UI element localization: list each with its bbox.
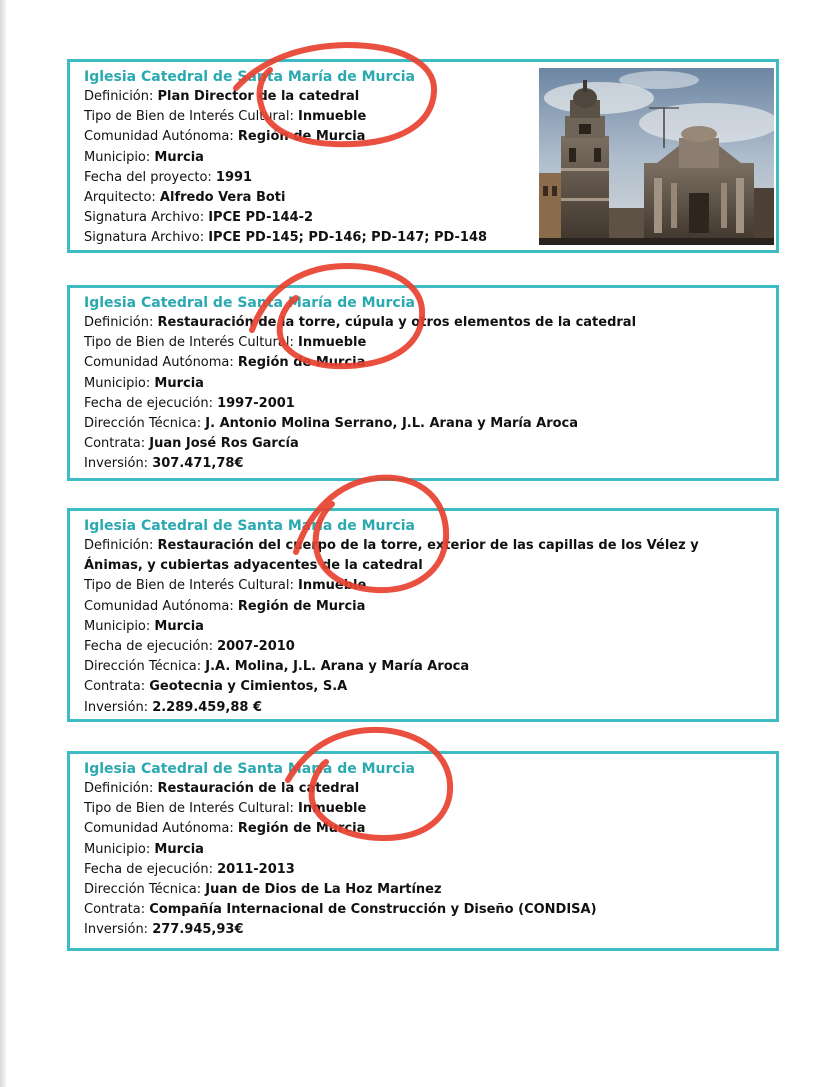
record-field	[84, 333, 766, 353]
field-value: 1991	[215, 169, 253, 185]
page-edge-shadow	[0, 0, 6, 1087]
record-title: Iglesia Catedral de Santa María de Murcia	[84, 761, 415, 777]
field-label: Fecha de ejecución:	[84, 861, 218, 877]
field-label: Inversión:	[84, 699, 153, 715]
field-label: Inversión:	[84, 456, 153, 472]
record-title: Iglesia Catedral de Santa María de Murcia	[84, 69, 415, 85]
field-value: Murcia	[154, 841, 204, 857]
field-label: Municipio:	[84, 149, 155, 165]
record-field	[84, 698, 766, 718]
field-label: Municipio:	[84, 618, 155, 634]
field-label: Tipo de Bien de Interés Cultural:	[84, 109, 298, 125]
field-label: Fecha de ejecución:	[84, 639, 218, 655]
field-value: Juan José Ros García	[149, 436, 299, 452]
record-field	[84, 900, 766, 920]
field-value: Región de Murcia	[237, 129, 366, 145]
field-value: Geotecnia y Cimientos, S.A	[149, 679, 348, 695]
field-value: Inmueble	[298, 109, 367, 125]
field-label: Definición:	[84, 315, 158, 330]
field-label: Dirección Técnica:	[84, 416, 206, 432]
field-value: Inmueble	[298, 801, 367, 817]
field-label: Tipo de Bien de Interés Cultural:	[84, 335, 298, 351]
field-value: Restauración de la catedral	[157, 781, 360, 796]
field-value: J.A. Molina, J.L. Arana y María Aroca	[205, 659, 470, 675]
record-field	[84, 860, 766, 880]
record-field	[84, 454, 766, 474]
record-field	[84, 414, 766, 434]
field-value: Murcia	[154, 375, 204, 391]
record-field	[84, 313, 766, 333]
field-value: Alfredo Vera Boti	[159, 190, 286, 206]
field-value: Inmueble	[298, 335, 367, 351]
field-value: 1997-2001	[217, 395, 295, 411]
field-label: Tipo de Bien de Interés Cultural:	[84, 801, 298, 817]
field-label: Fecha del proyecto:	[84, 169, 216, 185]
record-card-1	[67, 59, 779, 253]
field-label: Contrata:	[84, 679, 150, 695]
field-label: Definición:	[84, 538, 158, 553]
field-label: Comunidad Autónoma:	[84, 129, 238, 145]
record-field	[84, 779, 766, 799]
field-value: Región de Murcia	[237, 355, 366, 371]
field-value: J. Antonio Molina Serrano, J.L. Arana y María Aroca	[205, 416, 579, 432]
field-label: Dirección Técnica:	[84, 882, 206, 898]
field-value: IPCE PD-144-2	[208, 210, 314, 226]
field-label: Definición:	[84, 781, 158, 796]
record-field	[84, 576, 766, 596]
field-value: Restauración del cuerpo de la torre, exterior de las capillas de los Vélez y Ánimas, y cubiertas adyacentes de la catedral	[84, 538, 699, 574]
field-value: 307.471,78€	[152, 456, 244, 472]
field-label: Contrata:	[84, 436, 150, 452]
field-label: Comunidad Autónoma:	[84, 355, 238, 371]
record-field	[84, 617, 766, 637]
field-label: Definición:	[84, 89, 158, 104]
field-label: Inversión:	[84, 922, 153, 938]
record-field	[84, 374, 766, 394]
field-label: Comunidad Autónoma:	[84, 821, 238, 837]
field-value: Región de Murcia	[237, 598, 366, 614]
record-field	[84, 657, 766, 677]
record-card-4	[67, 751, 779, 951]
cathedral-photo	[539, 68, 774, 245]
field-label: Municipio:	[84, 375, 155, 391]
field-label: Comunidad Autónoma:	[84, 598, 238, 614]
field-value: 2007-2010	[217, 639, 295, 655]
field-label: Signatura Archivo:	[84, 210, 209, 226]
field-value: Juan de Dios de La Hoz Martínez	[205, 882, 442, 898]
record-field	[84, 799, 766, 819]
record-field	[84, 920, 766, 940]
record-card-3	[67, 508, 779, 722]
record-field	[84, 597, 766, 617]
field-label: Arquitecto:	[84, 190, 160, 206]
record-field	[84, 353, 766, 373]
record-field	[84, 434, 766, 454]
record-field	[84, 536, 759, 576]
field-label: Dirección Técnica:	[84, 659, 206, 675]
record-title: Iglesia Catedral de Santa María de Murcia	[84, 518, 415, 534]
field-value: 2011-2013	[217, 861, 295, 877]
field-label: Signatura Archivo:	[84, 230, 209, 246]
field-value: Compañía Internacional de Construcción y Diseño (CONDISA)	[149, 902, 597, 918]
record-field	[84, 394, 766, 414]
record-field	[84, 880, 766, 900]
record-field	[84, 819, 766, 839]
record-title: Iglesia Catedral de Santa María de Murcia	[84, 295, 415, 311]
field-value: 2.289.459,88 €	[152, 699, 262, 715]
field-value: Inmueble	[298, 578, 367, 594]
field-value: Murcia	[154, 618, 204, 634]
record-field	[84, 677, 766, 697]
field-label: Municipio:	[84, 841, 155, 857]
record-field	[84, 840, 766, 860]
field-label: Contrata:	[84, 902, 150, 918]
field-value: IPCE PD-145; PD-146; PD-147; PD-148	[208, 230, 488, 246]
record-field	[84, 637, 766, 657]
field-label: Tipo de Bien de Interés Cultural:	[84, 578, 298, 594]
field-value: Plan Director de la catedral	[157, 89, 360, 104]
record-card-2	[67, 285, 779, 481]
field-value: Murcia	[154, 149, 204, 165]
field-value: Restauración de la torre, cúpula y otros elementos de la catedral	[157, 315, 637, 330]
field-label: Fecha de ejecución:	[84, 395, 218, 411]
field-value: 277.945,93€	[152, 922, 244, 938]
field-value: Región de Murcia	[237, 821, 366, 837]
